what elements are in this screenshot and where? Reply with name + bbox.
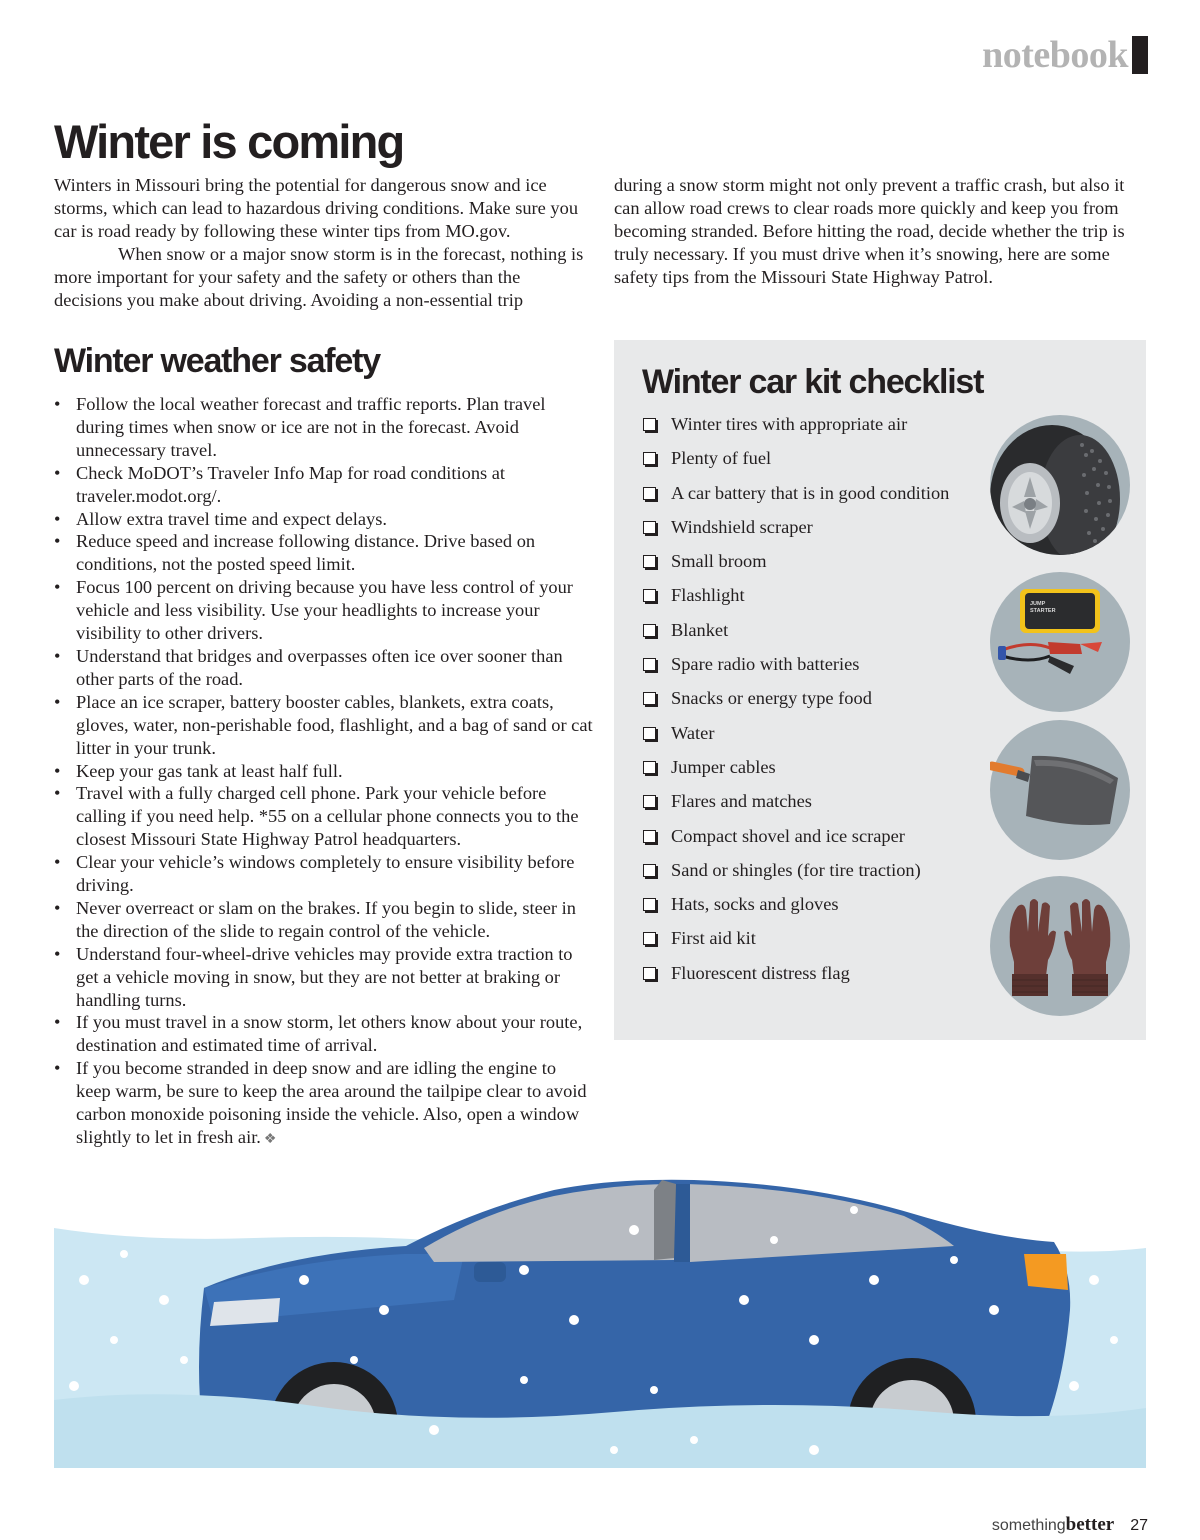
safety-list [54,393,594,1152]
safety-item [54,1057,594,1152]
kit-item-label: Water [671,722,715,743]
kit-panel [614,340,1146,1040]
kit-item[interactable] [642,412,949,446]
section-header [982,36,1148,74]
kit-item[interactable] [642,618,949,652]
intro-right-column [614,174,1144,289]
safety-item: • Clear your vehicle’s windows completely to ensure visibility before driving. [54,851,594,897]
kit-item-label: Windshield scraper [671,516,813,537]
intro-paragraph-1: Winters in Missouri bring the potential for dangerous snow and ice storms, which can lead to hazardous driving conditions. Make sure you car is road ready by following these winter tips from MO.gov. [54,175,579,241]
winter-tire-icon [990,415,1130,555]
kit-item-label: Flashlight [671,585,745,606]
kit-item-label: First aid kit [671,928,756,949]
section-bar [1132,36,1148,74]
checkbox-icon[interactable] [643,589,656,602]
kit-item[interactable] [642,481,949,515]
kit-item-label: Hats, socks and gloves [671,894,839,915]
kit-item[interactable] [642,824,949,858]
intro-paragraph-3: during a snow storm might not only prevent a traffic crash, but also it can allow road crews to clear roads more quickly and keep you from becoming stranded. Before hitting the road, decide whether the trip is truly necessary. If you must drive when it’s snowing, here are some safety tips from the Missouri State Highway Patrol. [614,175,1125,287]
kit-item-label: Winter tires with appropriate air [671,414,908,434]
brand-bold: better [1065,1514,1115,1535]
page-number: 27 [1130,1517,1148,1534]
checkbox-icon[interactable] [643,487,656,500]
kit-item-label: Blanket [671,619,729,640]
checkbox-icon[interactable] [643,452,656,465]
safety-item: • Place an ice scraper, battery booster cables, blankets, extra coats, gloves, water, non-perishable food, flashlight, and a bag of sand or cat litter in your trunk. [54,691,594,760]
checkbox-icon[interactable] [643,830,656,843]
checkbox-icon[interactable] [643,932,656,945]
kit-checklist [642,412,949,995]
kit-item[interactable] [642,686,949,720]
snowy-car-illustration [54,1150,1146,1468]
kit-item-label: Flares and matches [671,791,812,812]
kit-item[interactable] [642,789,949,823]
kit-heading: Winter car kit checklist [642,363,984,401]
checkbox-icon[interactable] [643,727,656,740]
safety-item: • Keep your gas tank at least half full. [54,760,594,783]
kit-item-label: Fluorescent distress flag [671,962,850,983]
brand-light: something [991,1517,1066,1534]
section-label: notebook [982,34,1128,76]
kit-item-label: Compact shovel and ice scraper [671,825,905,846]
shovel-icon [990,720,1130,860]
kit-item[interactable] [642,961,949,995]
safety-item: • Travel with a fully charged cell phone. Park your vehicle before calling if you need help. *55 on a cellular phone connects you to the closest Missouri State Highway Patrol headquarters. [54,782,594,851]
kit-item-label: Sand or shingles (for tire traction) [671,859,921,880]
kit-item[interactable] [642,652,949,686]
kit-item-label: Jumper cables [671,756,776,777]
checkbox-icon[interactable] [643,761,656,774]
checkbox-icon[interactable] [643,555,656,568]
kit-item-label: A car battery that is in good condition [671,482,950,503]
kit-item-label: Spare radio with batteries [671,654,860,675]
safety-item: • Never overreact or slam on the brakes. If you begin to slide, steer in the direction of the slide to regain control of the vehicle. [54,897,594,943]
kit-item[interactable] [642,583,949,617]
safety-item: • Reduce speed and increase following distance. Drive based on conditions, not the posted speed limit. [54,530,594,576]
kit-item[interactable] [642,549,949,583]
safety-item: • Follow the local weather forecast and traffic reports. Plan travel during times when snow or ice are not in the forecast. Avoid unnecessary travel. [54,393,594,462]
checkbox-icon[interactable] [643,418,656,431]
intro-left-column [54,174,584,312]
kit-item[interactable] [642,858,949,892]
checkbox-icon[interactable] [643,692,656,705]
kit-item[interactable] [642,721,949,755]
safety-item: • Understand that bridges and overpasses often ice over sooner than other parts of the road. [54,645,594,691]
article-title: Winter is coming [54,115,404,168]
kit-item[interactable] [642,515,949,549]
checkbox-icon[interactable] [643,658,656,671]
safety-item: • If you must travel in a snow storm, let others know about your route, destination and estimated time of arrival. [54,1011,594,1057]
safety-item: • Focus 100 percent on driving because you have less control of your vehicle and less visibility. Use your headlights to increase your visibility to other drivers. [54,576,594,645]
kit-item-label: Small broom [671,551,767,572]
kit-item[interactable] [642,926,949,960]
kit-item[interactable] [642,892,949,926]
page-footer [992,1514,1148,1536]
safety-heading: Winter weather safety [54,342,380,380]
intro-paragraph-2: When snow or a major snow storm is in the forecast, nothing is more important for your safety and the safety or others than the decisions you make about driving. Avoiding a non-essential trip [54,244,584,310]
safety-item: • Allow extra travel time and expect delays. [54,508,594,531]
gloves-icon [990,876,1130,1016]
safety-item: • Check MoDOT’s Traveler Info Map for road conditions at traveler.modot.org/. [54,462,594,508]
jump-label-2: STARTER [1030,608,1056,614]
jump-label-1: JUMP [1030,601,1046,607]
kit-item-label: Snacks or energy type food [671,688,872,709]
kit-item[interactable] [642,446,949,480]
checkbox-icon[interactable] [643,898,656,911]
safety-item-text: If you become stranded in deep snow and are idling the engine to keep warm, be sure to keep the area around the tailpipe clear to avoid carbon monoxide poisoning inside the vehicle. Also, open a window slightly to let in fresh air. [76,1058,587,1147]
checkbox-icon[interactable] [643,795,656,808]
checkbox-icon[interactable] [643,624,656,637]
end-mark-icon: ❖ [263,1132,277,1147]
checkbox-icon[interactable] [643,864,656,877]
kit-item[interactable] [642,755,949,789]
checkbox-icon[interactable] [643,967,656,980]
kit-item-label: Plenty of fuel [671,448,772,469]
jump-starter-icon [990,572,1130,712]
checkbox-icon[interactable] [643,521,656,534]
safety-item: • Understand four-wheel-drive vehicles may provide extra traction to get a vehicle moving in snow, but they are not better at braking or handling turns. [54,943,594,1012]
